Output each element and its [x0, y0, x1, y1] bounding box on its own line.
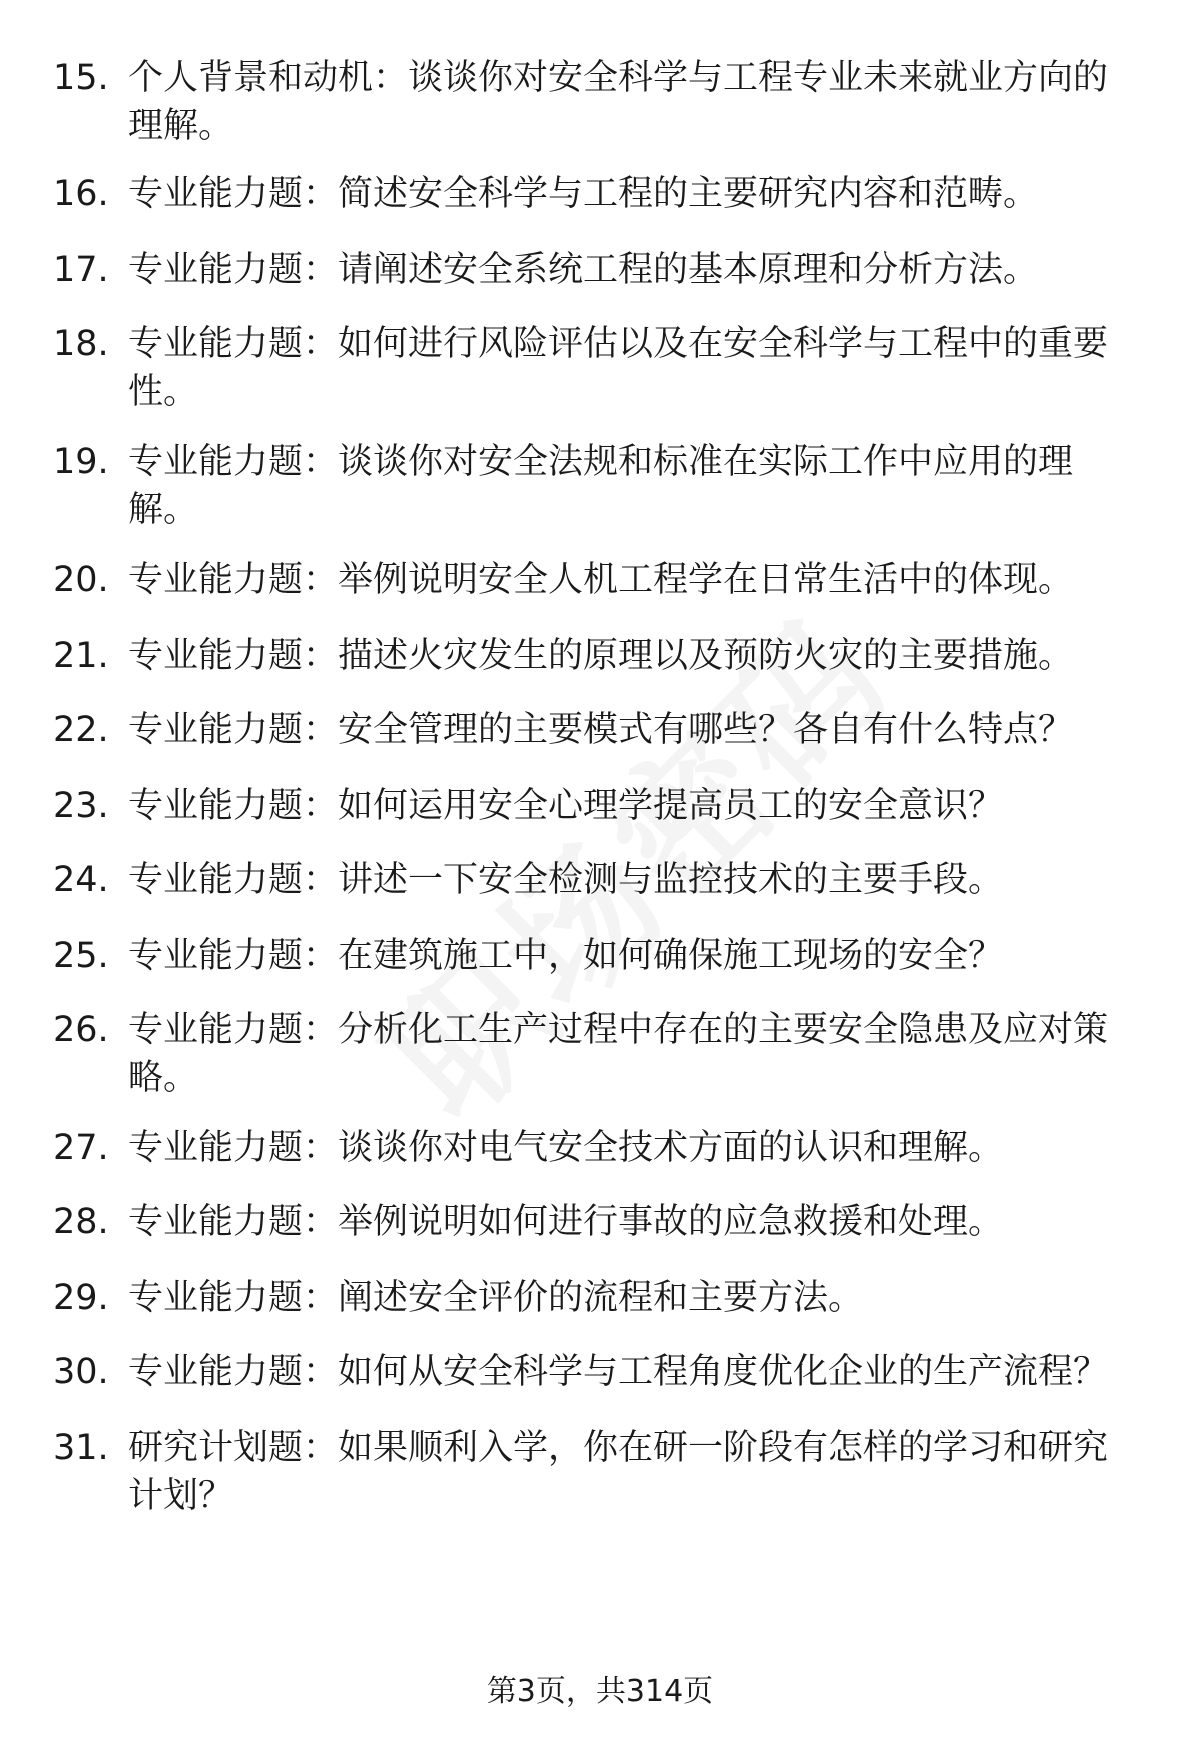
question-separator: ： — [303, 710, 339, 750]
question-separator: ： — [303, 324, 339, 364]
question-text: 简述安全科学与工程的主要研究内容和范畴。 — [338, 174, 1039, 214]
question-number: 21. — [53, 636, 109, 676]
question-category: 专业能力题 — [128, 250, 304, 290]
question-category: 专业能力题 — [128, 1278, 304, 1318]
question-number: 18. — [53, 324, 109, 364]
question-text: 举例说明安全人机工程学在日常生活中的体现。 — [338, 560, 1074, 600]
question-body — [128, 1124, 1138, 1172]
question-text: 安全管理的主要模式有哪些？各自有什么特点？ — [338, 710, 1074, 750]
question-text: 谈谈你对安全法规和标准在实际工作中应用的理解。 — [128, 442, 1074, 530]
question-number: 20. — [53, 560, 109, 600]
question-number: 16. — [53, 174, 109, 214]
question-text: 请阐述安全系统工程的基本原理和分析方法。 — [338, 250, 1039, 290]
question-category: 专业能力题 — [128, 636, 304, 676]
question-body — [128, 856, 1138, 904]
question-number: 25. — [53, 936, 109, 976]
question-text: 阐述安全评价的流程和主要方法。 — [338, 1278, 864, 1318]
question-number: 29. — [53, 1278, 109, 1318]
question-category: 专业能力题 — [128, 786, 304, 826]
question-category: 专业能力题 — [128, 560, 304, 600]
question-category: 专业能力题 — [128, 1128, 304, 1168]
question-separator: ： — [303, 1128, 339, 1168]
question-body — [128, 556, 1138, 604]
question-number: 19. — [53, 442, 109, 482]
question-body — [128, 706, 1138, 754]
question-separator: ： — [303, 786, 339, 826]
question-body — [128, 1198, 1138, 1246]
question-separator: ： — [303, 1278, 339, 1318]
question-separator: ： — [303, 1428, 339, 1468]
question-separator: ： — [303, 174, 339, 214]
question-category: 专业能力题 — [128, 710, 304, 750]
question-category: 专业能力题 — [128, 1352, 304, 1392]
question-body — [128, 54, 1138, 150]
question-body — [128, 170, 1138, 218]
question-body — [128, 632, 1138, 680]
question-body — [128, 1006, 1138, 1102]
question-body — [128, 1274, 1138, 1322]
question-category: 专业能力题 — [128, 174, 304, 214]
question-text: 举例说明如何进行事故的应急救援和处理。 — [338, 1202, 1004, 1242]
question-category: 专业能力题 — [128, 860, 304, 900]
question-category: 专业能力题 — [128, 324, 304, 364]
question-category: 专业能力题 — [128, 936, 304, 976]
question-body — [128, 932, 1138, 980]
question-separator: ： — [303, 936, 339, 976]
question-body — [128, 1348, 1138, 1396]
question-text: 如果顺利入学，你在研一阶段有怎样的学习和研究计划？ — [128, 1428, 1109, 1516]
question-text: 如何运用安全心理学提高员工的安全意识？ — [338, 786, 1004, 826]
question-text: 如何从安全科学与工程角度优化企业的生产流程？ — [338, 1352, 1109, 1392]
question-body — [128, 782, 1138, 830]
question-body — [128, 438, 1138, 534]
question-number: 26. — [53, 1010, 109, 1050]
question-separator: ： — [303, 442, 339, 482]
question-separator: ： — [303, 560, 339, 600]
question-separator: ： — [303, 1010, 339, 1050]
question-number: 31. — [53, 1428, 109, 1468]
question-body — [128, 1424, 1138, 1520]
question-number: 30. — [53, 1352, 109, 1392]
page-footer: 第3页，共314页 — [486, 1674, 714, 1709]
question-text: 在建筑施工中，如何确保施工现场的安全？ — [338, 936, 1004, 976]
question-text: 如何进行风险评估以及在安全科学与工程中的重要性。 — [128, 324, 1109, 412]
question-body — [128, 246, 1138, 294]
question-text: 谈谈你对电气安全技术方面的认识和理解。 — [338, 1128, 1004, 1168]
question-category: 专业能力题 — [128, 1202, 304, 1242]
question-separator: ： — [373, 58, 409, 98]
question-category: 专业能力题 — [128, 442, 304, 482]
question-number: 23. — [53, 786, 109, 826]
question-category: 个人背景和动机 — [128, 58, 374, 98]
question-text: 描述火灾发生的原理以及预防火灾的主要措施。 — [338, 636, 1074, 676]
question-number: 22. — [53, 710, 109, 750]
question-text: 分析化工生产过程中存在的主要安全隐患及应对策略。 — [128, 1010, 1109, 1098]
question-separator: ： — [303, 636, 339, 676]
question-number: 17. — [53, 250, 109, 290]
question-number: 15. — [53, 58, 109, 98]
question-separator: ： — [303, 1352, 339, 1392]
question-number: 24. — [53, 860, 109, 900]
question-text: 讲述一下安全检测与监控技术的主要手段。 — [338, 860, 1004, 900]
question-separator: ： — [303, 860, 339, 900]
question-category: 研究计划题 — [128, 1428, 304, 1468]
question-body — [128, 320, 1138, 416]
question-separator: ： — [303, 250, 339, 290]
question-number: 27. — [53, 1128, 109, 1168]
question-separator: ： — [303, 1202, 339, 1242]
question-category: 专业能力题 — [128, 1010, 304, 1050]
question-text: 谈谈你对安全科学与工程专业未来就业方向的理解。 — [128, 58, 1109, 146]
question-number: 28. — [53, 1202, 109, 1242]
